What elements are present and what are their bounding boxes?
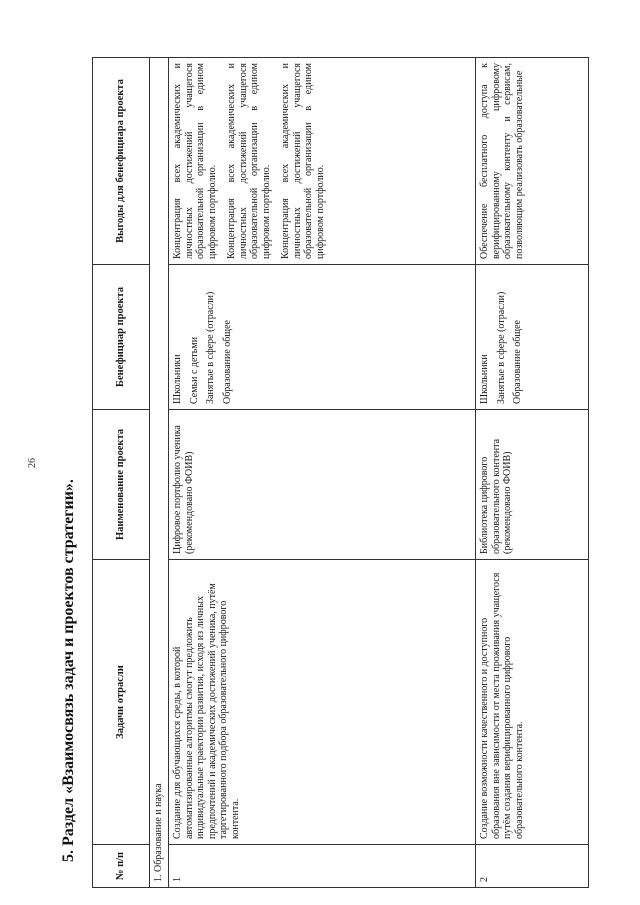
page-number: 26 <box>27 458 38 468</box>
beneficiary-item: Семьи с детьми <box>188 336 200 404</box>
rotated-table-container <box>92 58 587 888</box>
header-num: № п/п <box>93 845 150 888</box>
row-beneficiaries <box>169 265 476 410</box>
strategy-table <box>92 57 589 888</box>
row-task: Создание для обучающихся среды, в которой автоматизированные алгоритмы смогут предложить индивидуальные траектории развития, исходя из личных предпочтений и академических достижений ученика, путём таргетированного подбора образовательного цифрового контента. <box>169 560 476 845</box>
sector-label: 1. Образование и наука <box>150 58 169 888</box>
row-benefits <box>169 58 476 265</box>
row-benefits <box>476 58 589 265</box>
header-benefits: Выгоды для бенефициара проекта <box>93 58 150 265</box>
beneficiary-item: Занятые в сфере (отрасли) <box>495 291 507 404</box>
table-row <box>476 58 589 888</box>
beneficiary-item: Школьники <box>479 354 490 404</box>
benefit-item: Обеспечение бесплатного доступа к верифицированному цифровому образовательному контенту и сервисам, позволяющим реализовать образовательные <box>479 63 525 259</box>
table-header-row <box>93 58 150 888</box>
row-task: Создание возможности качественного и доступного образования вне зависимости от места проживания учащегося путём создания верифицированного цифрового образовательного контента. <box>476 560 589 845</box>
beneficiary-item: Школьники <box>172 354 183 404</box>
row-project: Библиотека цифрового образовательного контента (рекомендовано ФОИВ) <box>476 410 589 560</box>
header-project-name: Наименование проекта <box>93 410 150 560</box>
row-project: Цифровое портфолио ученика (рекомендовано ФОИВ) <box>169 410 476 560</box>
benefit-item: Концентрация всех академических и личностных достижений учащегося образовательной организации в едином цифровом портфолио. <box>280 63 326 259</box>
header-tasks: Задачи отрасли <box>93 560 150 845</box>
header-beneficiary: Бенефициар проекта <box>93 265 150 410</box>
beneficiary-item: Образование общее <box>221 320 233 404</box>
beneficiary-item: Занятые в сфере (отрасли) <box>205 291 216 404</box>
benefit-item: Концентрация всех академических и личностных достижений учащегося образовательной организации в едином цифровом портфолио. <box>226 63 272 259</box>
sector-row <box>150 58 169 888</box>
benefit-item: Концентрация всех академических и личностных достижений учащегося образовательной организации в едином цифровом портфолио. <box>172 63 218 259</box>
row-number: 2 <box>476 845 589 888</box>
row-number: 1 <box>169 845 476 888</box>
beneficiary-item: Образование общее <box>512 320 523 404</box>
table-row <box>169 58 476 888</box>
section-heading: 5. Раздел «Взаимосвязь задач и проектов стратегии». <box>60 479 77 862</box>
row-beneficiaries <box>476 265 589 410</box>
